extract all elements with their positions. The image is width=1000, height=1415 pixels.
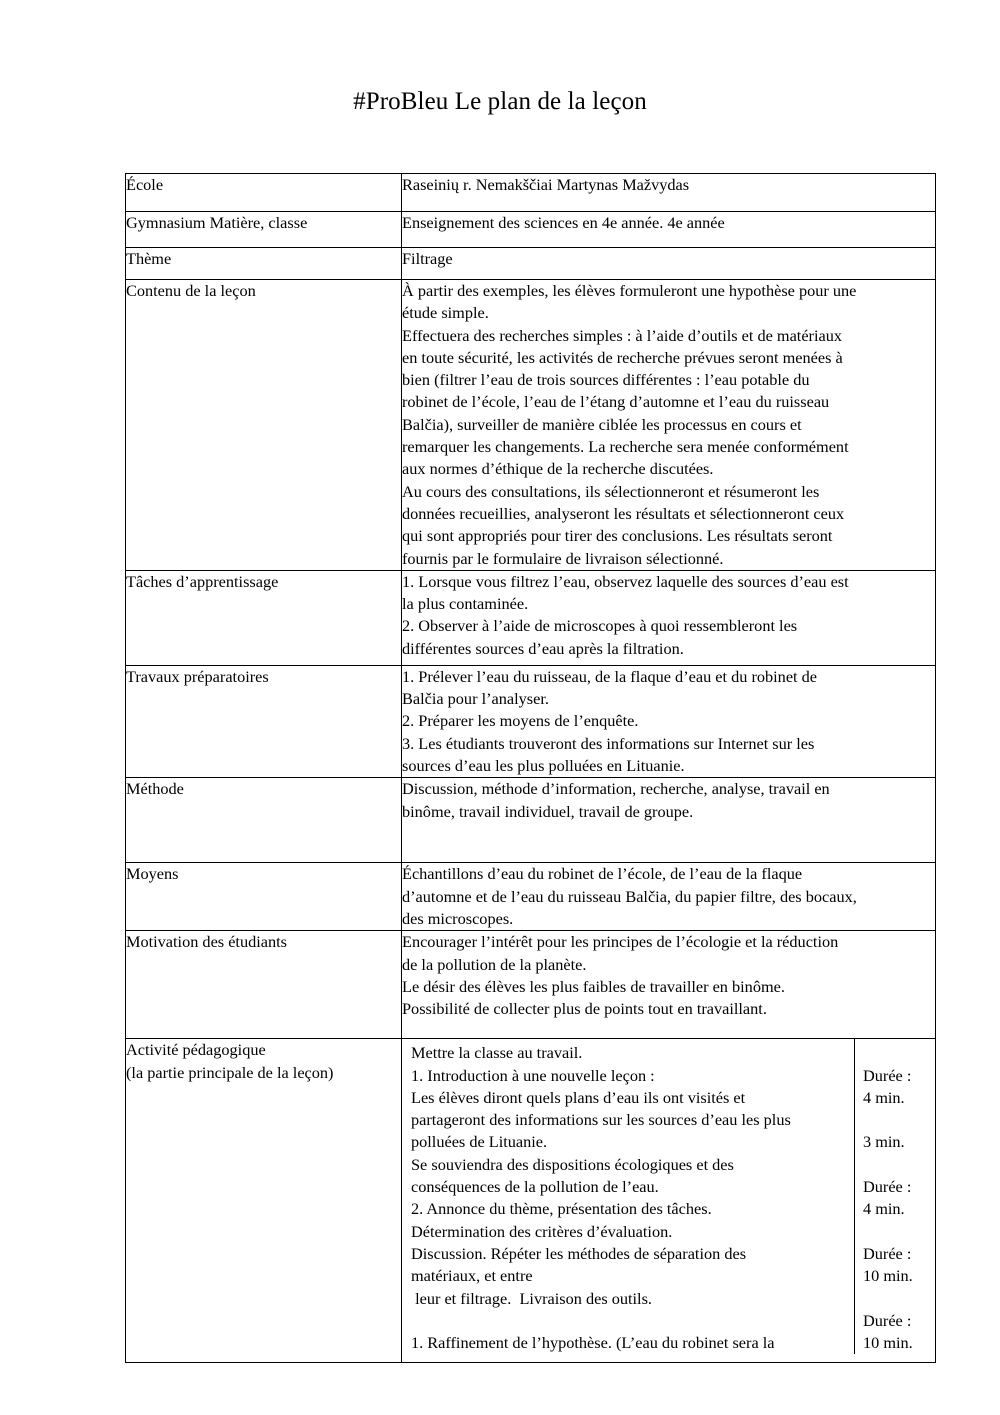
text-line: sources d’eau les plus polluées en Lituanie.	[402, 756, 685, 776]
text-line: Encourager l’intérêt pour les principes de l’écologie et la réduction	[402, 932, 839, 952]
text-line: À partir des exemples, les élèves formuleront une hypothèse pour une	[402, 281, 857, 300]
text-line: Discussion. Répéter les méthodes de séparation des	[411, 1243, 747, 1263]
label-activite-line2: (la partie principale de la leçon)	[126, 1062, 334, 1082]
value-contenu	[402, 280, 936, 571]
text-line: 1. Prélever l’eau du ruisseau, de la flaque d’eau et du robinet de	[402, 666, 818, 686]
text-line: 3. Les étudiants trouveront des informations sur Internet sur les	[402, 733, 815, 753]
label-matiere: Gymnasium Matière, classe	[126, 212, 402, 248]
duration-line	[863, 1154, 935, 1176]
text-line: Balčia), surveiller de manière ciblée les processus en cours et	[402, 414, 802, 434]
value-taches	[402, 570, 936, 665]
label-methode: Méthode	[126, 778, 402, 863]
text-line: Effectuera des recherches simples : à l’aide d’outils et de matériaux	[402, 325, 843, 345]
text-line: 1. Introduction à une nouvelle leçon :	[411, 1065, 655, 1085]
text-line: aux normes d’éthique de la recherche discutées.	[402, 459, 714, 479]
value-moyens	[402, 863, 936, 931]
duration-line	[863, 1288, 935, 1310]
value-theme: Filtrage	[402, 248, 936, 280]
text-line: polluées de Lituanie.	[411, 1132, 548, 1152]
text-line: en toute sécurité, les activités de recherche prévues seront menées à	[402, 347, 843, 367]
duration-line	[863, 1221, 935, 1243]
label-activite-line1: Activité pédagogique	[126, 1040, 266, 1060]
text-line: Échantillons d’eau du robinet de l’école, de l’eau de la flaque	[402, 864, 803, 884]
text-line: étude simple.	[402, 303, 489, 323]
text-line: binôme, travail individuel, travail de groupe.	[402, 801, 694, 821]
text-line: Les élèves diront quels plans d’eau ils ont visités et	[411, 1087, 746, 1107]
text-line: Mettre la classe au travail.	[411, 1043, 583, 1063]
text-line: Détermination des critères d’évaluation.	[411, 1221, 673, 1241]
row-moyens	[126, 863, 936, 931]
label-theme: Thème	[126, 248, 402, 280]
value-activite	[402, 1039, 936, 1363]
text-line: bien (filtrer l’eau de trois sources différentes : l’eau potable du	[402, 370, 810, 390]
duration-line: Durée :	[863, 1065, 912, 1085]
row-contenu	[126, 280, 936, 571]
duration-line: 3 min.	[863, 1132, 905, 1152]
label-moyens: Moyens	[126, 863, 402, 931]
label-contenu: Contenu de la leçon	[126, 280, 402, 571]
duration-line: Durée :	[863, 1177, 912, 1197]
text-line: la plus contaminée.	[402, 594, 529, 614]
text-line: conséquences de la pollution de l’eau.	[411, 1177, 659, 1197]
text-line: Balčia pour l’analyser.	[402, 689, 549, 709]
duration-line	[863, 1042, 935, 1064]
row-matiere	[126, 212, 936, 248]
text-line: Se souviendra des dispositions écologiques et des	[411, 1154, 734, 1174]
text-line: robinet de l’école, l’eau de l’étang d’automne et l’eau du ruisseau	[402, 392, 830, 412]
label-motivation: Motivation des étudiants	[126, 931, 402, 1039]
row-methode	[126, 778, 936, 863]
text-line: Au cours des consultations, ils sélectionneront et résumeront les	[402, 481, 820, 501]
text-line: 1. Lorsque vous filtrez l’eau, observez laquelle des sources d’eau est	[402, 571, 849, 591]
text-line: Possibilité de collecter plus de points tout en travaillant.	[402, 999, 767, 1019]
duration-line: 4 min.	[863, 1087, 905, 1107]
label-ecole: École	[126, 174, 402, 212]
duration-line: 10 min.	[863, 1333, 913, 1353]
label-travaux: Travaux préparatoires	[126, 665, 402, 777]
value-matiere: Enseignement des sciences en 4e année. 4e année	[402, 212, 936, 248]
text-line: Le désir des élèves les plus faibles de travailler en binôme.	[402, 976, 785, 996]
value-methode	[402, 778, 936, 863]
value-travaux	[402, 665, 936, 777]
text-line: de la pollution de la planète.	[402, 954, 587, 974]
text-line: fournis par le formulaire de livraison sélectionné.	[402, 548, 724, 568]
value-motivation	[402, 931, 936, 1039]
duration-line: Durée :	[863, 1243, 912, 1263]
duration-line: Durée :	[863, 1310, 912, 1330]
row-ecole	[126, 174, 936, 212]
duration-line: 4 min.	[863, 1199, 905, 1219]
label-taches: Tâches d’apprentissage	[126, 570, 402, 665]
text-line: Discussion, méthode d’information, recherche, analyse, travail en	[402, 779, 830, 799]
row-activite	[126, 1039, 936, 1363]
label-activite	[126, 1039, 402, 1363]
activite-columns	[402, 1039, 935, 1354]
text-line: remarquer les changements. La recherche sera menée conformément	[402, 437, 849, 457]
text-line: des microscopes.	[402, 908, 514, 928]
duration-line: 10 min.	[863, 1266, 913, 1286]
text-line: d’automne et de l’eau du ruisseau Balčia, du papier filtre, des bocaux,	[402, 886, 857, 906]
blank-line	[411, 1310, 848, 1332]
row-taches	[126, 570, 936, 665]
activite-description	[402, 1039, 855, 1354]
row-travaux	[126, 665, 936, 777]
text-line: 2. Annonce du thème, présentation des tâches.	[411, 1199, 712, 1219]
text-line: différentes sources d’eau après la filtration.	[402, 638, 684, 658]
document-title: #ProBleu Le plan de la leçon	[353, 88, 647, 115]
text-line: matériaux, et entre	[411, 1266, 533, 1286]
activite-durations	[855, 1039, 935, 1354]
lesson-plan-table	[125, 173, 936, 1363]
row-motivation	[126, 931, 936, 1039]
duration-line	[863, 1109, 935, 1131]
text-line: partageront des informations sur les sources d’eau les plus	[411, 1110, 791, 1130]
text-line: 2. Observer à l’aide de microscopes à quoi ressembleront les	[402, 616, 798, 636]
row-theme	[126, 248, 936, 280]
text-line: données recueillies, analyseront les résultats et sélectionneront ceux	[402, 503, 845, 523]
text-line: leur et filtrage. Livraison des outils.	[411, 1288, 652, 1308]
value-ecole: Raseinių r. Nemakščiai Martynas Mažvydas	[402, 174, 936, 212]
text-line: 2. Préparer les moyens de l’enquête.	[402, 711, 639, 731]
text-line: 1. Raffinement de l’hypothèse. (L’eau du robinet sera la	[411, 1333, 775, 1353]
text-line: qui sont appropriés pour tirer des conclusions. Les résultats seront	[402, 526, 833, 546]
